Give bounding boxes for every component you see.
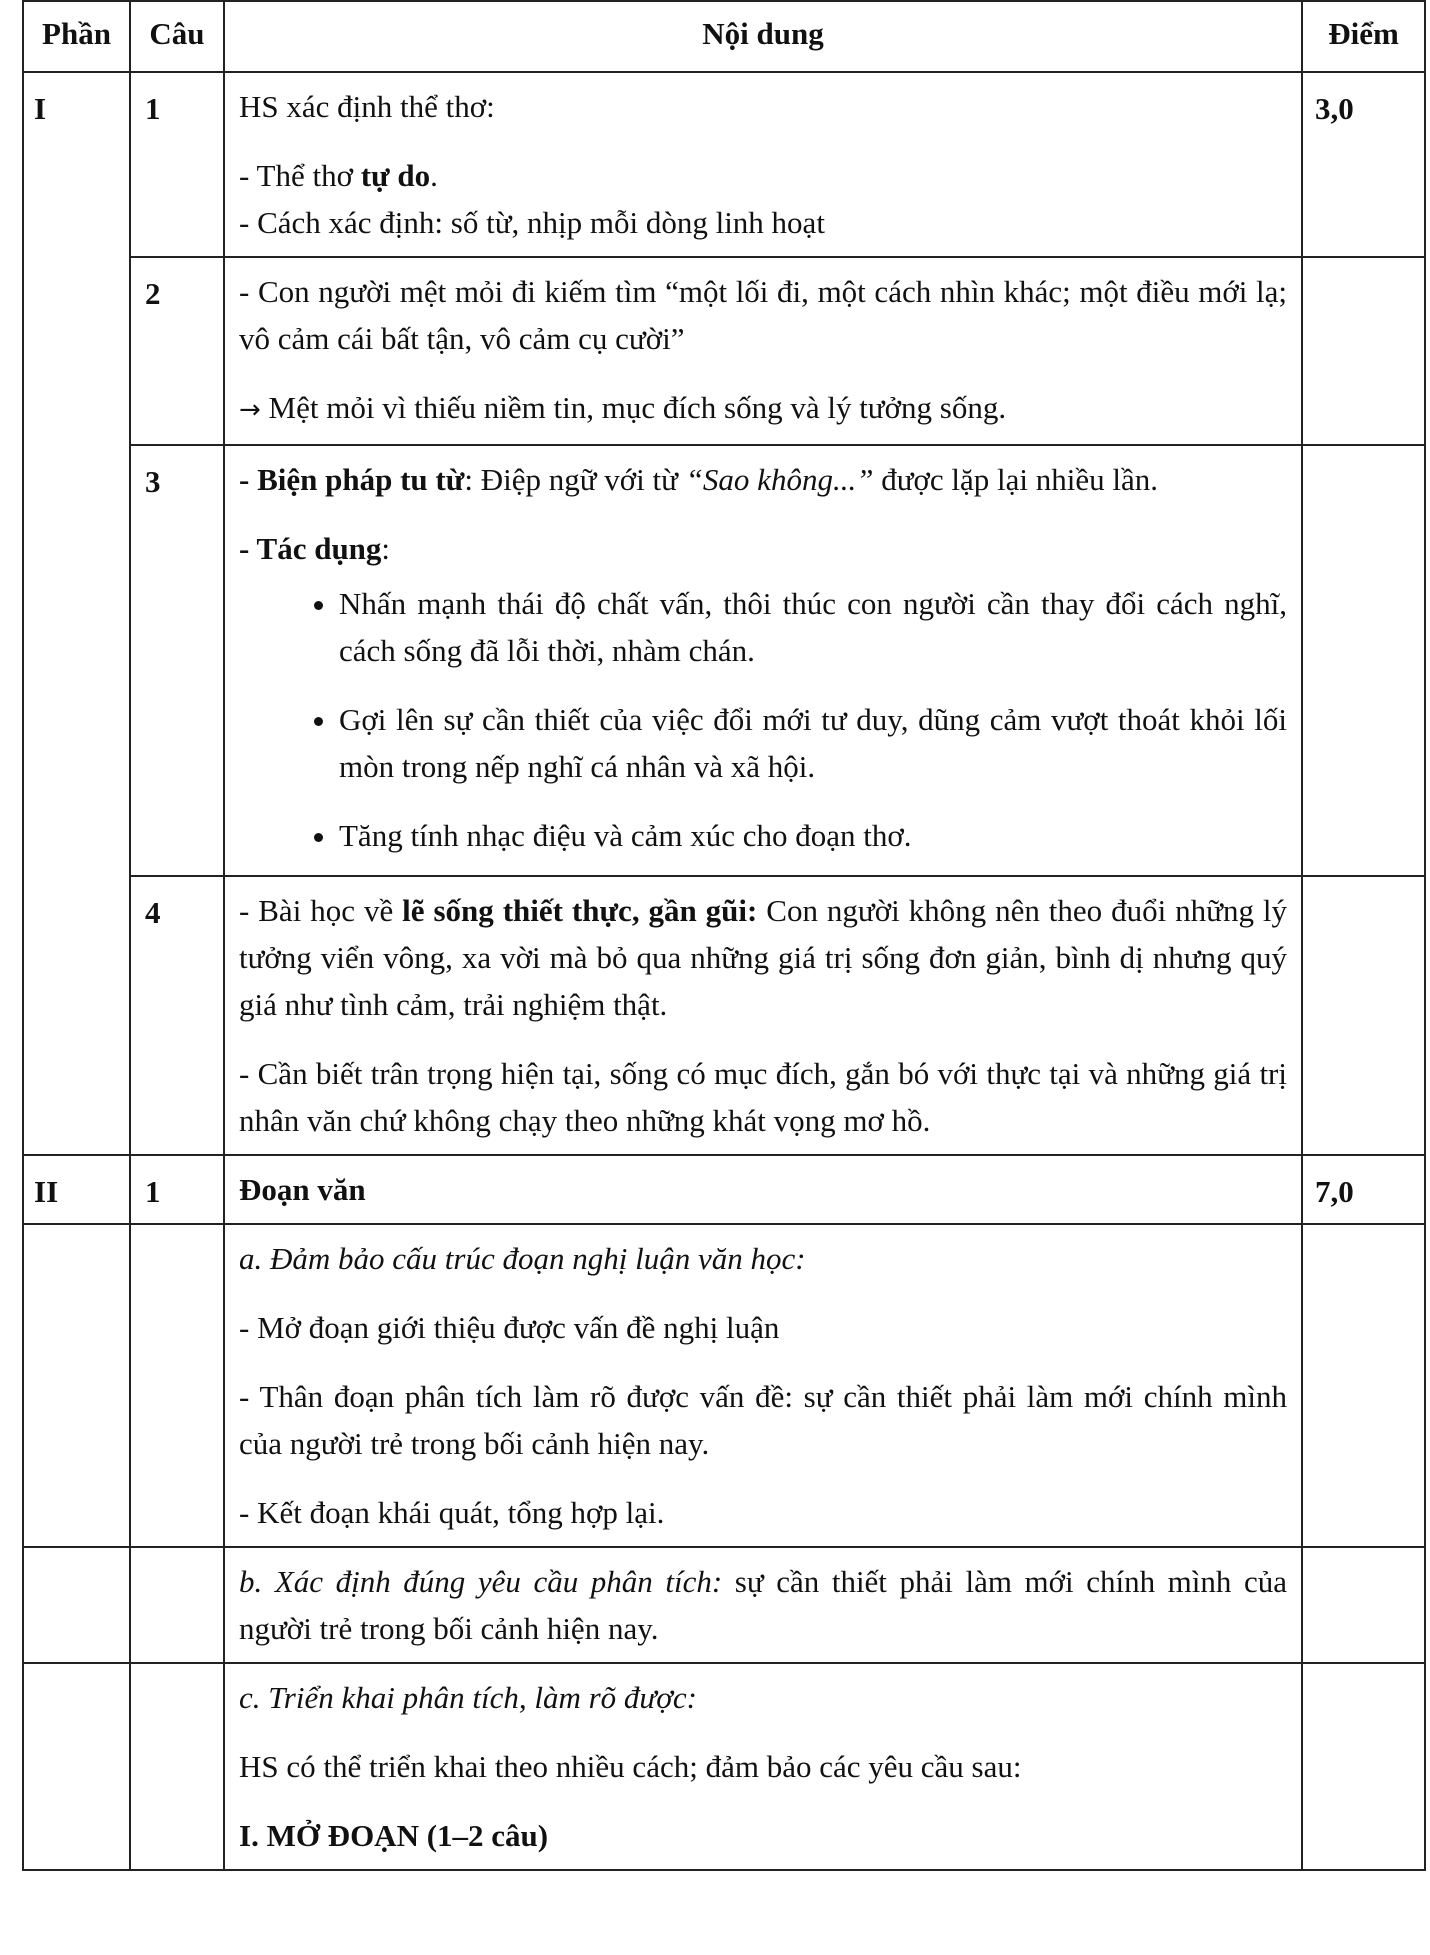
text-line: I. MỞ ĐOẠN (1–2 câu) (239, 1818, 549, 1853)
text-line: - Mở đoạn giới thiệu được vấn đề nghị luận (239, 1310, 780, 1345)
content-cell (224, 1547, 1302, 1663)
header-row (23, 1, 1425, 72)
content-cell (224, 445, 1302, 876)
table-row (23, 1663, 1425, 1870)
table-row (23, 1155, 1425, 1224)
score-cell (1302, 1224, 1425, 1547)
text-line: - Cách xác định: số từ, nhịp mỗi dòng linh hoạt (239, 205, 825, 240)
text-line: - Thể thơ tự do. (239, 158, 438, 193)
question-cell (130, 1224, 224, 1547)
score-cell (1302, 257, 1425, 445)
part-cell: II (23, 1155, 130, 1224)
text-line: - Tác dụng: (239, 531, 391, 566)
text-line: - Thân đoạn phân tích làm rõ được vấn đề: sự cần thiết phải làm mới chính mình của người trẻ trong bối cảnh hiện nay. (239, 1379, 1287, 1461)
question-cell: 3 (130, 445, 224, 876)
arrow-right-icon: → (239, 395, 261, 425)
text-line: HS xác định thể thơ: (239, 89, 495, 124)
table-row (23, 72, 1425, 257)
text-line: - Cần biết trân trọng hiện tại, sống có mục đích, gắn bó với thực tại và những giá trị nhân văn chứ không chạy theo những khát vọng mơ hồ. (239, 1056, 1287, 1138)
part-cell (23, 1547, 130, 1663)
question-cell: 4 (130, 876, 224, 1155)
text-line: c. Triển khai phân tích, làm rõ được: (239, 1680, 697, 1715)
content-cell (224, 72, 1302, 257)
part-cell (23, 1224, 130, 1547)
score-cell: 7,0 (1302, 1155, 1425, 1224)
text-line: - Biện pháp tu từ: Điệp ngữ với từ “Sao không...” được lặp lại nhiều lần. (239, 462, 1158, 497)
question-cell: 1 (130, 72, 224, 257)
text-line: b. Xác định đúng yêu cầu phân tích: sự cần thiết phải làm mới chính mình của người trẻ trong bối cảnh hiện nay. (239, 1564, 1287, 1646)
effects-list (239, 580, 1287, 859)
list-item: • Nhấn mạnh thái độ chất vấn, thôi thúc con người cần thay đổi cách nghĩ, cách sống đã lỗi thời, nhàm chán. (339, 580, 1287, 674)
question-cell (130, 1663, 224, 1870)
content-cell (224, 257, 1302, 445)
table-row (23, 1224, 1425, 1547)
header-score: Điểm (1302, 1, 1425, 72)
text-line: → Mệt mỏi vì thiếu niềm tin, mục đích sống và lý tưởng sống. (239, 390, 1007, 425)
content-cell (224, 1155, 1302, 1224)
part-cell: I (23, 72, 130, 1155)
question-cell: 1 (130, 1155, 224, 1224)
grading-table (22, 0, 1426, 1871)
header-part: Phần (23, 1, 130, 72)
table-row (23, 1547, 1425, 1663)
text-line: a. Đảm bảo cấu trúc đoạn nghị luận văn học: (239, 1241, 806, 1276)
text-line: - Bài học về lẽ sống thiết thực, gần gũi: Con người không nên theo đuổi những lý tưởng viển vông, xa vời mà bỏ qua những giá trị sống đơn giản, bình dị nhưng quý giá như tình cảm, trải nghiệm thật. (239, 893, 1287, 1022)
content-cell (224, 1663, 1302, 1870)
score-cell (1302, 876, 1425, 1155)
list-item: • Gợi lên sự cần thiết của việc đổi mới tư duy, dũng cảm vượt thoát khỏi lối mòn trong nếp nghĩ cá nhân và xã hội. (339, 696, 1287, 790)
header-content: Nội dung (224, 1, 1302, 72)
question-cell (130, 1547, 224, 1663)
header-question: Câu (130, 1, 224, 72)
list-item: • Tăng tính nhạc điệu và cảm xúc cho đoạn thơ. (339, 812, 1287, 859)
score-cell: 3,0 (1302, 72, 1425, 257)
score-cell (1302, 445, 1425, 876)
table-row (23, 445, 1425, 876)
question-cell: 2 (130, 257, 224, 445)
table-row (23, 876, 1425, 1155)
score-cell (1302, 1663, 1425, 1870)
text-line: HS có thể triển khai theo nhiều cách; đảm bảo các yêu cầu sau: (239, 1749, 1022, 1784)
table-row (23, 257, 1425, 445)
text-line: - Kết đoạn khái quát, tổng hợp lại. (239, 1495, 665, 1530)
text-line: - Con người mệt mỏi đi kiếm tìm “một lối đi, một cách nhìn khác; một điều mới lạ; vô cảm cái bất tận, vô cảm cụ cười” (239, 274, 1287, 356)
part-cell (23, 1663, 130, 1870)
section-heading: Đoạn văn (239, 1172, 366, 1207)
score-cell (1302, 1547, 1425, 1663)
content-cell (224, 876, 1302, 1155)
content-cell (224, 1224, 1302, 1547)
